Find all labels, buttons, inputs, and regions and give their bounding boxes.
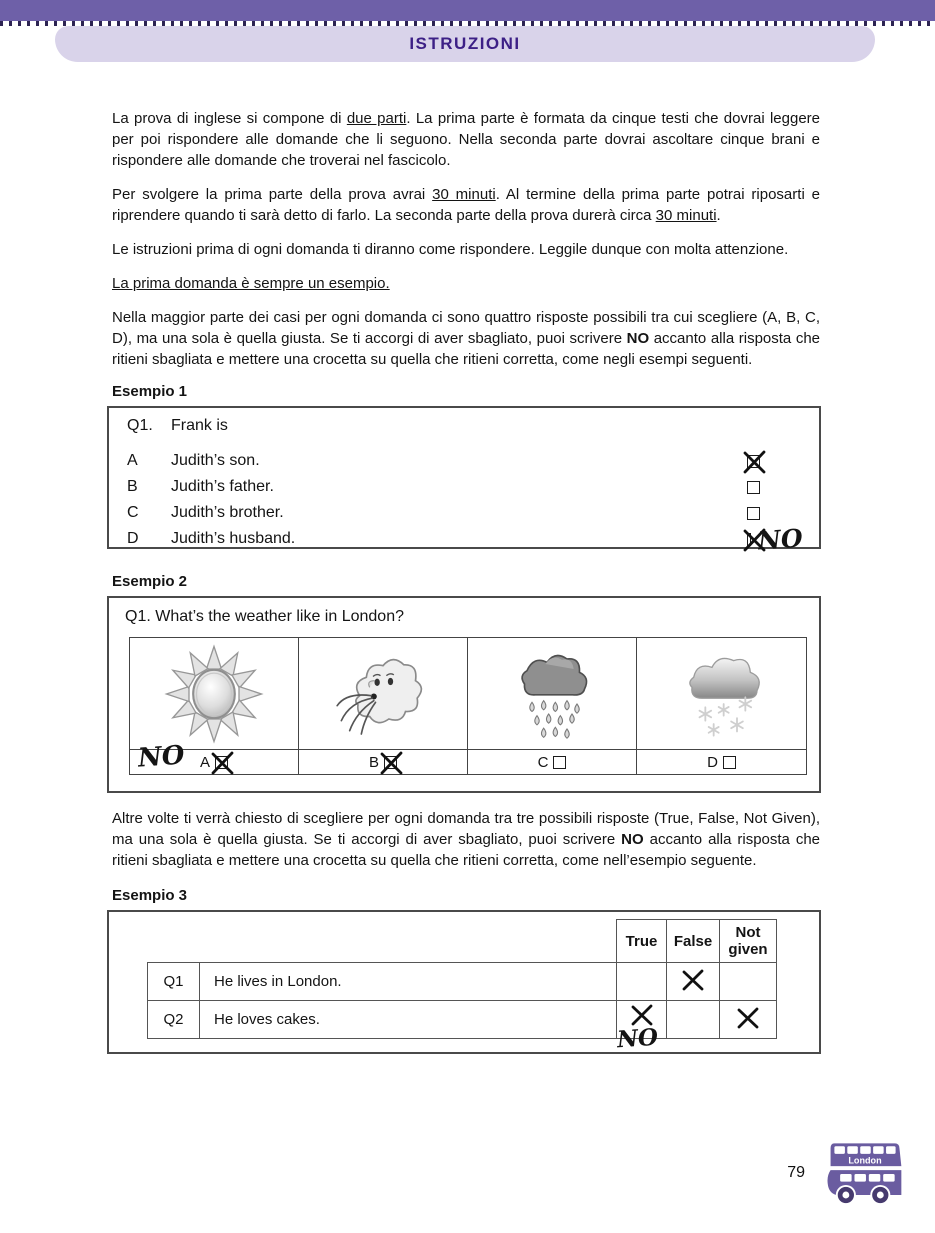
checkbox-empty <box>747 481 760 494</box>
sun-icon <box>164 642 264 746</box>
intro-paragraph-4 <box>112 273 820 294</box>
answer-cell-d <box>637 750 806 774</box>
answer-cell-not-given <box>720 1001 777 1039</box>
option-text: Judith’s brother. <box>171 504 284 521</box>
option-row-c <box>127 500 803 526</box>
checkbox-crossed <box>747 533 751 546</box>
weather-cell-b <box>299 638 468 750</box>
intro-paragraph-3: Le istruzioni prima di ogni domanda ti diranno come rispondere. Leggile dunque con molta attenzione. <box>112 241 789 258</box>
option-row-b <box>127 474 803 500</box>
example3-box <box>107 910 821 1054</box>
column-header-not-given: Not given <box>720 920 777 963</box>
answer-cell-true <box>617 963 667 1001</box>
option-letter: B <box>368 753 379 771</box>
option-letter: D <box>127 530 139 547</box>
column-header-true: True <box>617 920 667 963</box>
bold-no: NO <box>621 831 644 848</box>
answer-cell-true <box>616 1001 667 1054</box>
weather-cell-a <box>130 638 299 750</box>
underlined-text: La prima domanda è sempre un esempio. <box>112 275 390 292</box>
checkbox-crossed <box>215 756 228 769</box>
table-row-q1 <box>148 963 777 1001</box>
page-footer <box>787 1137 909 1209</box>
answer-cell-c <box>468 750 637 774</box>
answer-cell-a <box>130 740 299 774</box>
intro-paragraph-2: Per svolgere la prima parte della prova avrai 30 minuti. Al termine della prima parte potrai riposarti e riprendere quando ti sarà detto di farlo. La seconda parte della prova durerà circa 30 minuti. <box>112 186 820 224</box>
underlined-text: 30 minuti <box>432 186 496 203</box>
underlined-text: 30 minuti <box>655 207 717 224</box>
option-letter: C <box>127 504 139 521</box>
option-letter: A <box>127 452 138 469</box>
page-number: 79 <box>787 1164 805 1181</box>
option-letter: C <box>537 753 549 771</box>
rain-icon <box>502 642 602 746</box>
statement-text: He loves cakes. <box>200 1001 617 1039</box>
column-header-false: False <box>667 920 720 963</box>
wind-icon <box>333 642 433 746</box>
question-id: Q1 <box>148 963 200 1001</box>
handwritten-no: NO <box>757 522 804 556</box>
option-text: Judith’s husband. <box>171 530 296 547</box>
intro-paragraph-1: La prova di inglese si compone di due parti. La prima parte è formata da cinque testi che dovrai leggere per poi rispondere alle domande che li seguono. Nella seconda parte dovrai ascoltare cinque brani e rispondere alle domande che troverai nel fascicolo. <box>112 110 821 169</box>
option-row-a <box>127 448 803 474</box>
option-row-d <box>127 522 804 556</box>
page-content <box>0 62 935 1054</box>
option-letter: A <box>199 753 210 771</box>
checkbox-empty <box>723 756 736 769</box>
weather-options-table <box>129 637 807 775</box>
intro-paragraph-5: Nella maggior parte dei casi per ogni domanda ci sono quattro risposte possibili tra cui scegliere (A, B, C, D), ma una sola è quella giusta. Se ti accorgi di aver sbagliato, puoi scrivere NO accanto alla risposta che ritieni sbagliata e mettere una crocetta su quella che ritieni corretta, come negli esempi seguenti. <box>112 309 821 368</box>
handwritten-no: NO <box>137 740 186 774</box>
question-text: Frank is <box>171 417 228 434</box>
x-mark-icon <box>682 969 704 991</box>
answer-cell-not-given <box>720 963 777 1001</box>
checkbox-empty <box>747 507 760 520</box>
checkbox-empty <box>553 756 566 769</box>
checkbox-crossed <box>747 455 760 468</box>
question-id: Q2 <box>148 1001 200 1039</box>
title-banner <box>55 26 875 62</box>
question-number: Q1. <box>127 417 153 434</box>
checkbox-crossed <box>384 756 397 769</box>
snow-icon <box>672 642 772 746</box>
london-bus-icon <box>821 1137 909 1209</box>
handwritten-no: NO <box>616 1023 659 1054</box>
example3-heading: Esempio 3 <box>112 887 188 904</box>
example2-box <box>107 596 821 793</box>
bold-no: NO <box>626 330 650 347</box>
x-mark-icon <box>380 751 403 776</box>
underlined-text: due parti <box>346 110 407 127</box>
x-mark-icon <box>631 1004 653 1026</box>
bus-banner-label: London <box>848 1155 882 1166</box>
example1-box <box>107 406 821 556</box>
middle-paragraph: Altre volte ti verrà chiesto di scegliere per ogni domanda tra tre possibili risposte (True, False, Not Given), ma una sola è quella giusta. Se ti accorgi di aver sbagliato, puoi scrivere NO accanto alla risposta che ritieni sbagliata e mettere una crocetta su quella che ritieni corretta, come nell’esempio seguente. <box>112 810 821 869</box>
option-letter: B <box>127 478 138 495</box>
true-false-table <box>147 919 777 1054</box>
table-row-q2 <box>148 1001 777 1039</box>
top-purple-bar <box>0 0 935 21</box>
example2-question: Q1. What’s the weather like in London? <box>125 608 404 625</box>
option-text: Judith’s father. <box>171 478 274 495</box>
page-title: ISTRUZIONI <box>409 34 521 53</box>
weather-cell-d <box>637 638 806 750</box>
example1-question <box>127 417 803 441</box>
example1-heading: Esempio 1 <box>112 383 188 400</box>
option-text: Judith’s son. <box>171 452 260 469</box>
weather-cell-c <box>468 638 637 750</box>
statement-text: He lives in London. <box>200 963 617 1001</box>
x-mark-icon <box>211 751 234 776</box>
answer-cell-false <box>667 1001 720 1039</box>
answer-cell-b <box>299 750 468 774</box>
example2-heading: Esempio 2 <box>112 573 188 590</box>
table-header-row <box>148 920 777 963</box>
option-letter: D <box>707 753 718 771</box>
x-mark-icon <box>737 1007 759 1029</box>
answer-cell-false <box>667 963 720 1001</box>
x-mark-icon <box>743 450 766 475</box>
